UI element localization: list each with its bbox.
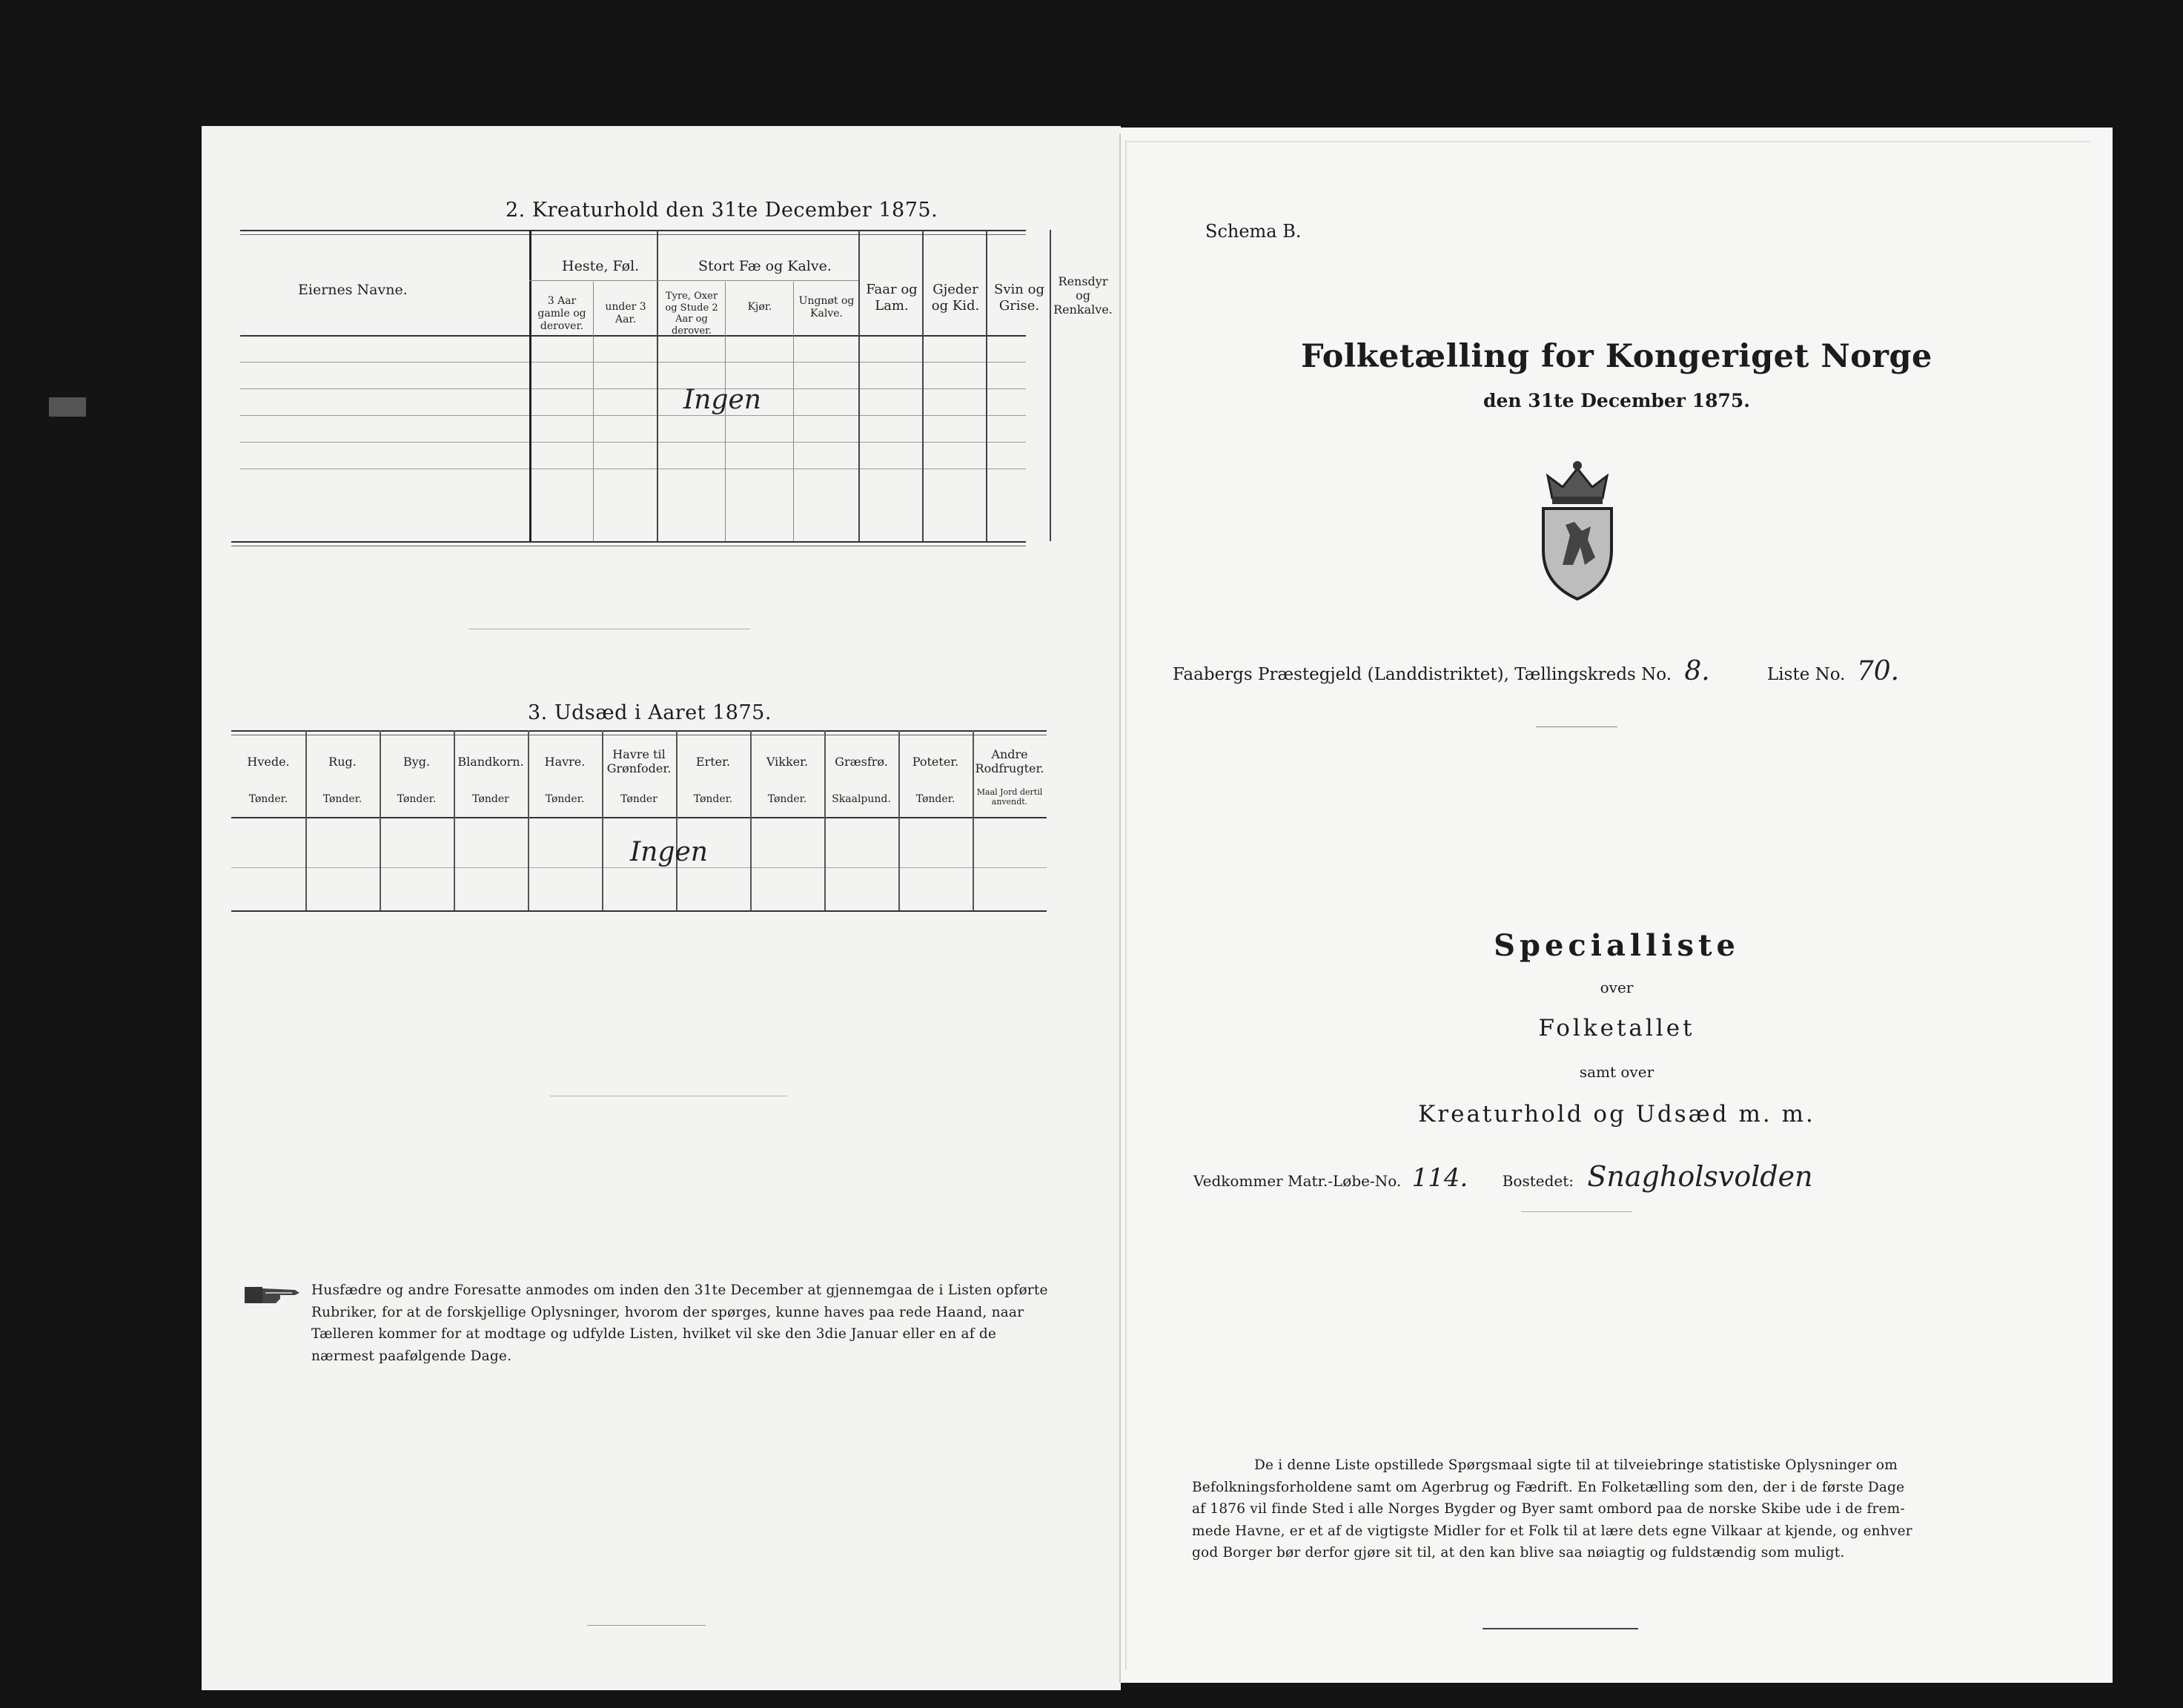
section3-column-unit: Tønder. [767, 793, 807, 805]
bostedet-value: Snagholsvolden [1587, 1160, 1813, 1193]
subcol-reindeer: Rensdyr og Renkalve. [1053, 274, 1113, 317]
section3-column-header: Vikker. [766, 755, 809, 769]
section3-column-unit: Tønder. [322, 793, 362, 805]
bostedet-label: Bostedet: [1502, 1172, 1574, 1190]
section3-column-header: Havre. [544, 755, 586, 769]
cattle-group-header: Stort Fæ og Kalve. [698, 258, 832, 274]
subcol-young-cattle: Ungnøt og Kalve. [798, 295, 855, 320]
notice-line: nærmest paafølgende Dage. [311, 1348, 512, 1364]
section3-title: 3. Udsæd i Aaret 1875. [528, 701, 772, 724]
notice-text [311, 1280, 1053, 1367]
subcol-sheep: Faar og Lam. [866, 282, 918, 314]
samt-over-text: samt over [1579, 1063, 1654, 1081]
matr-number: 114. [1411, 1163, 1468, 1193]
footer-line: af 1876 vil finde Sted i alle Norges Bygder og Byer samt ombord paa de norske Skibe ude i de frem- [1192, 1501, 1905, 1517]
subcol-oxen: Tyre, Oxer og Stude 2 Aar og derover. [665, 291, 718, 337]
kreaturhold-heading: Kreaturhold og Udsæd m. m. [1418, 1101, 1815, 1128]
section3-column-header: Rug. [328, 755, 357, 769]
left-page [202, 126, 1121, 1690]
main-title: Folketælling for Kongeriget Norge [1301, 338, 1932, 375]
inner-sheet-edge [1125, 141, 2090, 1669]
footer-line: mede Havne, er et af de vigtigste Midler for et Folk til at lære dets egne Vilkaar at kjende, og enhver [1192, 1523, 1912, 1539]
section3-column-header: Blandkorn. [457, 755, 524, 769]
footer-line: De i denne Liste opstillede Spørgsmaal sigte til at tilveiebringe statistiske Oplysninger om [1254, 1457, 1898, 1473]
section2-title: 2. Kreaturhold den 31te December 1875. [506, 199, 938, 222]
schema-label: Schema B. [1205, 221, 1302, 242]
subcol-horses-young: under 3 Aar. [605, 301, 646, 325]
section3-column-unit: Tønder. [693, 793, 733, 805]
subcol-goats: Gjeder og Kid. [931, 282, 980, 314]
section3-column-unit: Tønder. [248, 793, 288, 805]
section2-handwritten-entry: Ingen [683, 385, 761, 415]
section3-column-unit: Tønder [620, 793, 657, 805]
over-text: over [1600, 979, 1634, 996]
district-prefix: Faabergs Præstegjeld (Landdistriktet), Tællingskreds No. [1173, 665, 1672, 684]
section3-column-unit: Skaalpund. [832, 793, 891, 805]
section3-column-unit: Tønder. [545, 793, 585, 805]
footer-line: god Borger bør derfor gjøre sit til, at den kan blive saa nøiagtig og fuldstændig som muligt. [1192, 1545, 1845, 1561]
section3-column-unit: Tønder. [397, 793, 437, 805]
section3-column-header: Hvede. [247, 755, 290, 769]
section3-column-header: Byg. [403, 755, 431, 769]
notice-line: Tælleren kommer for at modtage og udfylde Listen, hvilket vil ske den 3die Januar eller en af de [311, 1326, 997, 1343]
census-date: den 31te December 1875. [1483, 390, 1750, 411]
section3-column-header: Græsfrø. [835, 755, 888, 769]
subcol-horses-old: 3 Aar gamle og derover. [537, 295, 586, 332]
left-edge-mark [49, 397, 86, 417]
notice-line: Husfædre og andre Foresatte anmodes om inden den 31te December at gjennemgaa de i Listen opførte [311, 1282, 1048, 1298]
notice-line: Rubriker, for at de forskjellige Oplysninger, hvorom der spørges, kunne haves paa rede Haand, naar [311, 1304, 1024, 1320]
section3-column-header: Poteter. [912, 755, 959, 769]
section3-column-header: Erter. [695, 755, 731, 769]
owner-column-header: Eiernes Navne. [298, 282, 408, 298]
section3-column-unit: Maal Jord dertil anvendt. [976, 787, 1043, 807]
kreds-number: 8. [1684, 656, 1710, 686]
section3-column-header: Havre til Grønfoder. [606, 747, 672, 776]
pointing-hand-icon [243, 1282, 302, 1308]
section3-handwritten-entry: Ingen [630, 837, 708, 867]
matr-label: Vedkommer Matr.-Løbe-No. [1193, 1172, 1402, 1190]
horses-group-header: Heste, Føl. [562, 258, 640, 274]
liste-number: 70. [1856, 656, 1900, 686]
section3-column-unit: Tønder [472, 793, 509, 805]
folketallet-heading: Folketallet [1538, 1015, 1695, 1042]
specialliste-heading: Specialliste [1494, 928, 1740, 963]
subcol-pigs: Svin og Grise. [994, 282, 1044, 314]
footer-line: Befolkningsforholdene samt om Agerbrug og Fædrift. En Folketælling som den, der i de første Dage [1192, 1479, 1905, 1495]
section3-column-unit: Tønder. [915, 793, 955, 805]
subcol-cows: Kjør. [747, 301, 772, 313]
liste-label: Liste No. [1767, 665, 1846, 684]
section3-column-header: Andre Rodfrugter. [975, 747, 1044, 776]
